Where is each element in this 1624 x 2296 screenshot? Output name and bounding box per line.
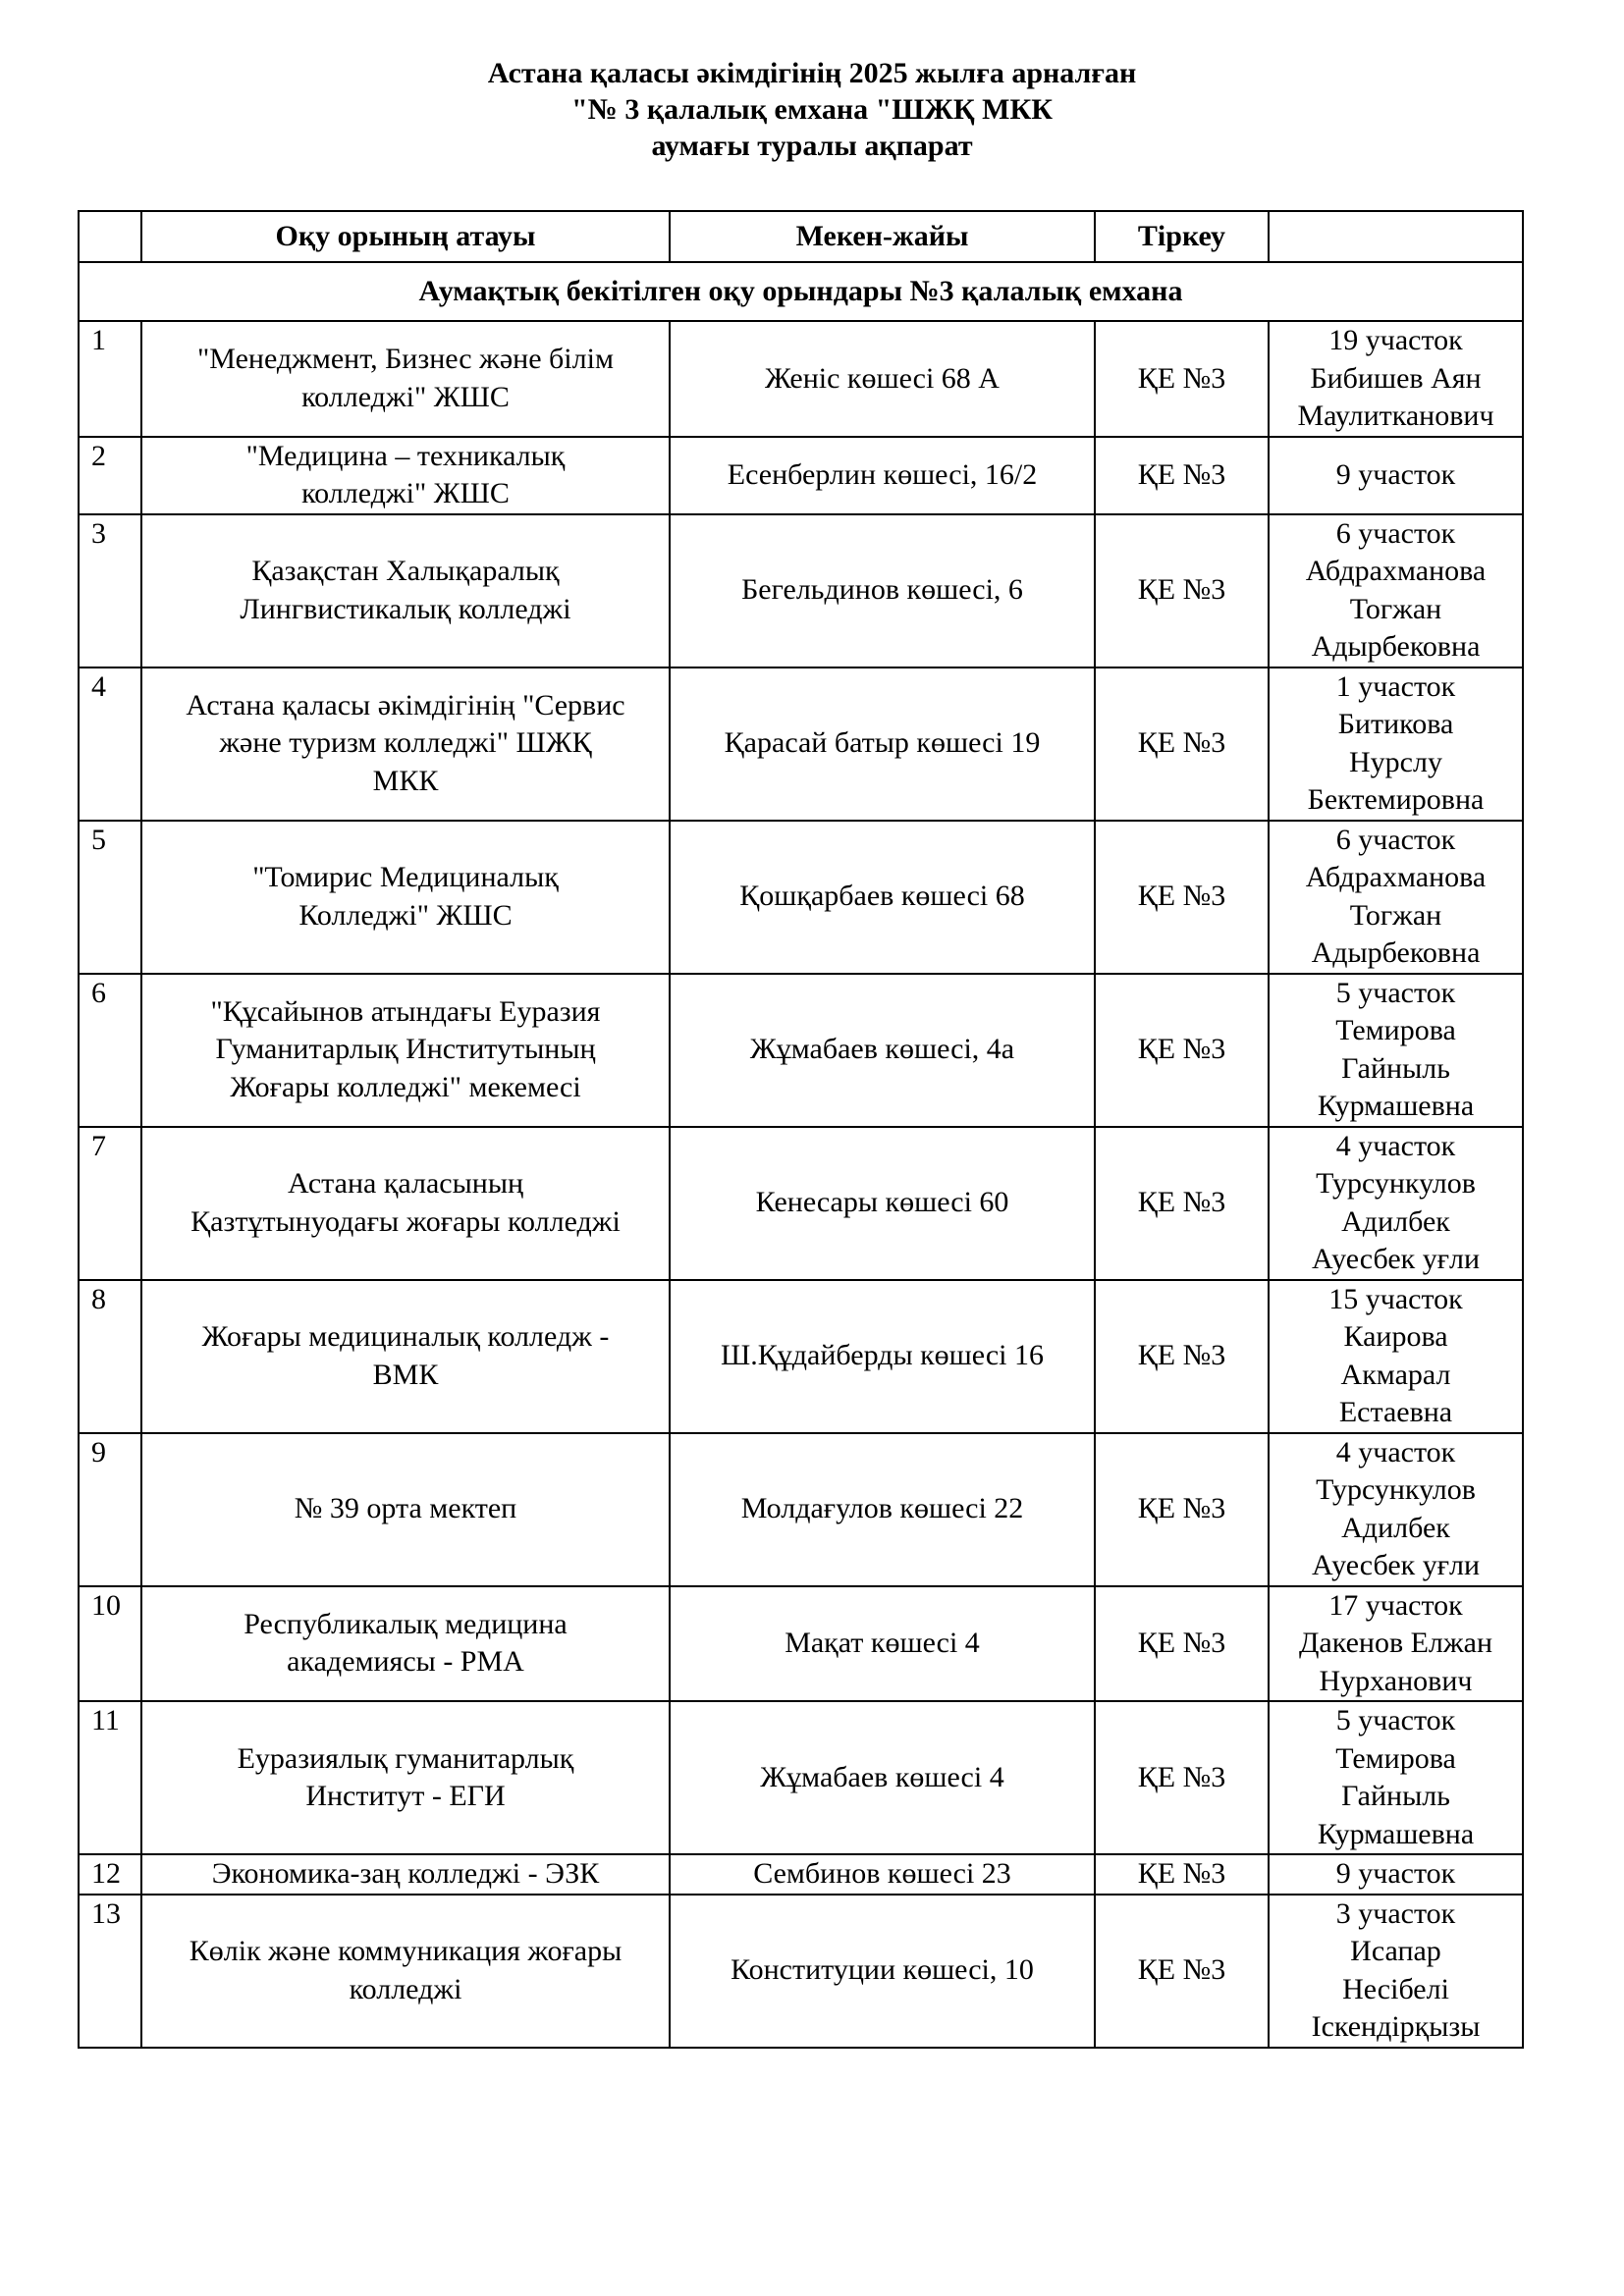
institution-name-line: Экономика-заң колледжі - ЭЗК: [211, 1857, 600, 1890]
header-address: Мекен-жайы: [670, 211, 1095, 262]
district-line: Абдрахманова: [1305, 861, 1487, 893]
table-row: [79, 1586, 1523, 1702]
registration: ҚЕ №3: [1095, 1280, 1269, 1433]
institution-name-line: Гуманитарлық Институтының: [215, 1033, 596, 1066]
district-line: Курмашевна: [1317, 1090, 1475, 1122]
table-row: [79, 437, 1523, 514]
institution-name-line: академиясы - РМА: [287, 1645, 524, 1679]
institution-name-line: "Томирис Медициналық: [252, 861, 559, 893]
institutions-table: [78, 210, 1524, 2049]
district-info: [1269, 514, 1523, 667]
table-row: [79, 1854, 1523, 1895]
district-line: Ауесбек уғли: [1311, 1243, 1481, 1275]
address: Мақат көшесі 4: [670, 1586, 1095, 1702]
address: Қарасай батыр көшесі 19: [670, 667, 1095, 821]
district-info: [1269, 667, 1523, 821]
institution-name-line: Астана қаласының: [287, 1167, 524, 1200]
institution-name: [141, 1854, 670, 1895]
registration: ҚЕ №3: [1095, 321, 1269, 437]
district-info: [1269, 1280, 1523, 1433]
table-row: [79, 514, 1523, 667]
institution-name-line: Қазтұтынуодағы жоғары колледжі: [190, 1204, 621, 1238]
registration: ҚЕ №3: [1095, 437, 1269, 514]
registration: ҚЕ №3: [1095, 1127, 1269, 1280]
address: Жұмабаев көшесі 4: [670, 1701, 1095, 1854]
table-row: [79, 974, 1523, 1127]
address: Жұмабаев көшесі, 4а: [670, 974, 1095, 1127]
district-line: Тогжан: [1349, 592, 1442, 625]
registration: ҚЕ №3: [1095, 974, 1269, 1127]
institution-name: [141, 1895, 670, 2048]
institution-name-line: колледжі" ЖШС: [301, 380, 510, 413]
row-number: 6: [79, 974, 141, 1127]
district-line: 19 участок: [1328, 324, 1463, 356]
institution-name-line: № 39 орта мектеп: [294, 1492, 517, 1525]
district-info: [1269, 1701, 1523, 1854]
institution-name-line: МКК: [372, 764, 439, 797]
district-line: Іскендірқызы: [1311, 2010, 1481, 2043]
header-num: [79, 211, 141, 262]
district-info: [1269, 1895, 1523, 2048]
row-number: 13: [79, 1895, 141, 2048]
district-line: 1 участок: [1335, 669, 1456, 703]
row-number: 1: [79, 321, 141, 437]
institution-name-line: және туризм колледжі" ШЖҚ: [219, 726, 592, 760]
institution-name: [141, 821, 670, 974]
title-line-1: Астана қаласы әкімдігінің 2025 жылға арналған: [487, 57, 1137, 89]
district-line: Абдрахманова: [1305, 555, 1487, 587]
district-line: 4 участок: [1335, 1435, 1456, 1468]
institution-name: [141, 1701, 670, 1854]
table-row: [79, 1433, 1523, 1586]
address: Молдағулов көшесі 22: [670, 1433, 1095, 1586]
institution-name: [141, 1280, 670, 1433]
institution-name: [141, 1586, 670, 1702]
row-number: 8: [79, 1280, 141, 1433]
institution-name-line: колледжі" ЖШС: [301, 477, 510, 509]
institution-name-line: колледжі: [349, 1972, 462, 2005]
institution-name-line: Көлік және коммуникация жоғары: [189, 1935, 623, 1967]
institution-name-line: Лингвистикалық колледжі: [240, 592, 571, 625]
district-line: 9 участок: [1335, 1857, 1456, 1890]
institution-name: [141, 1433, 670, 1586]
address: Есенберлин көшесі, 16/2: [670, 437, 1095, 514]
district-line: Адилбек: [1341, 1204, 1450, 1238]
title-line-3: аумағы туралы ақпарат: [651, 130, 973, 162]
district-line: 5 участок: [1335, 1704, 1456, 1736]
institution-name-line: "Медицина – техникалық: [245, 439, 566, 472]
district-info: [1269, 437, 1523, 514]
institution-name-line: Қазақстан Халықаралық: [251, 555, 560, 587]
institution-name-line: Институт - ЕГИ: [305, 1780, 506, 1812]
institution-name: [141, 514, 670, 667]
district-line: 9 участок: [1335, 457, 1456, 491]
table-row: [79, 821, 1523, 974]
address: Кенесары көшесі 60: [670, 1127, 1095, 1280]
institution-name-line: ВМК: [372, 1358, 439, 1391]
district-line: Адырбековна: [1311, 936, 1481, 969]
address: Женіс көшесі 68 А: [670, 321, 1095, 437]
table-row: [79, 1280, 1523, 1433]
header-district: [1269, 211, 1523, 262]
row-number: 2: [79, 437, 141, 514]
institution-name: [141, 321, 670, 437]
registration: ҚЕ №3: [1095, 1854, 1269, 1895]
title-line-2: "№ 3 қалалық емхана "ШЖҚ МКК: [571, 93, 1053, 126]
row-number: 9: [79, 1433, 141, 1586]
table-row: [79, 667, 1523, 821]
registration: ҚЕ №3: [1095, 514, 1269, 667]
district-line: Акмарал: [1340, 1358, 1451, 1391]
institution-name: [141, 974, 670, 1127]
district-line: Несібелі: [1342, 1972, 1449, 2005]
registration: ҚЕ №3: [1095, 1895, 1269, 2048]
institution-name-line: "Менеджмент, Бизнес және білім: [197, 343, 614, 376]
header-registration: Тіркеу: [1095, 211, 1269, 262]
district-line: Естаевна: [1338, 1396, 1453, 1428]
table-row: [79, 1895, 1523, 2048]
district-line: 15 участок: [1328, 1282, 1463, 1315]
district-line: 5 участок: [1335, 976, 1456, 1009]
section-row: [79, 262, 1523, 321]
row-number: 4: [79, 667, 141, 821]
district-line: Гайныль: [1341, 1780, 1450, 1812]
district-line: Нурслу: [1349, 745, 1442, 778]
district-info: [1269, 1586, 1523, 1702]
district-line: Исапар: [1350, 1935, 1441, 1967]
document-title: [0, 55, 1624, 164]
district-line: 6 участок: [1335, 516, 1456, 550]
registration: ҚЕ №3: [1095, 1433, 1269, 1586]
district-info: [1269, 974, 1523, 1127]
registration: ҚЕ №3: [1095, 1586, 1269, 1702]
district-line: 6 участок: [1335, 823, 1456, 856]
district-line: Гайныль: [1341, 1051, 1450, 1085]
district-line: Каирова: [1343, 1320, 1448, 1353]
header-name: Оқу орының атауы: [141, 211, 670, 262]
district-line: Турсункулов: [1316, 1167, 1476, 1200]
table-row: [79, 1701, 1523, 1854]
district-line: Бектемировна: [1307, 783, 1485, 816]
district-line: Дакенов Елжан: [1298, 1627, 1493, 1659]
institution-name-line: Республикалық медицина: [244, 1607, 568, 1640]
registration: ҚЕ №3: [1095, 667, 1269, 821]
institution-name-line: "Құсайынов атындағы Еуразия: [210, 994, 601, 1028]
institution-name-line: Жоғары колледжі" мекемесі: [230, 1070, 581, 1103]
address: Ш.Құдайберды көшесі 16: [670, 1280, 1095, 1433]
row-number: 3: [79, 514, 141, 667]
table-header-row: [79, 211, 1523, 262]
address: Конституции көшесі, 10: [670, 1895, 1095, 2048]
district-info: [1269, 1433, 1523, 1586]
district-line: Ауесбек уғли: [1311, 1549, 1481, 1581]
district-info: [1269, 1854, 1523, 1895]
institution-name: [141, 1127, 670, 1280]
district-info: [1269, 321, 1523, 437]
table-row: [79, 321, 1523, 437]
registration: ҚЕ №3: [1095, 1701, 1269, 1854]
district-line: Бибишев Аян: [1310, 361, 1482, 395]
district-info: [1269, 1127, 1523, 1280]
district-line: 3 участок: [1335, 1896, 1456, 1930]
district-info: [1269, 821, 1523, 974]
row-number: 5: [79, 821, 141, 974]
institution-name-line: Астана қаласы әкімдігінің "Сервис: [186, 688, 625, 721]
district-line: Курмашевна: [1317, 1817, 1475, 1850]
district-line: Маулитканович: [1297, 400, 1494, 432]
district-line: Тогжан: [1349, 898, 1442, 932]
row-number: 10: [79, 1586, 141, 1702]
address: Сембинов көшесі 23: [670, 1854, 1095, 1895]
district-line: Адилбек: [1341, 1511, 1450, 1544]
section-title: Аумақтық бекітілген оқу орындары №3 қалалық емхана: [79, 262, 1523, 321]
institution-name: [141, 437, 670, 514]
row-number: 11: [79, 1701, 141, 1854]
district-line: Адырбековна: [1311, 630, 1481, 663]
table-row: [79, 1127, 1523, 1280]
district-line: Битикова: [1337, 708, 1454, 740]
district-line: Турсункулов: [1316, 1473, 1476, 1506]
institution-name: [141, 667, 670, 821]
district-line: Нурханович: [1319, 1664, 1473, 1697]
district-line: 4 участок: [1335, 1129, 1456, 1162]
district-line: 17 участок: [1328, 1588, 1463, 1622]
district-line: Темирова: [1335, 1741, 1456, 1775]
district-line: Темирова: [1335, 1014, 1456, 1046]
institution-name-line: Колледжі" ЖШС: [298, 898, 513, 932]
address: Бегельдинов көшесі, 6: [670, 514, 1095, 667]
row-number: 12: [79, 1854, 141, 1895]
institution-name-line: Еуразиялық гуманитарлық: [237, 1741, 574, 1775]
row-number: 7: [79, 1127, 141, 1280]
address: Қошқарбаев көшесі 68: [670, 821, 1095, 974]
institution-name-line: Жоғары медициналық колледж -: [201, 1320, 610, 1353]
registration: ҚЕ №3: [1095, 821, 1269, 974]
